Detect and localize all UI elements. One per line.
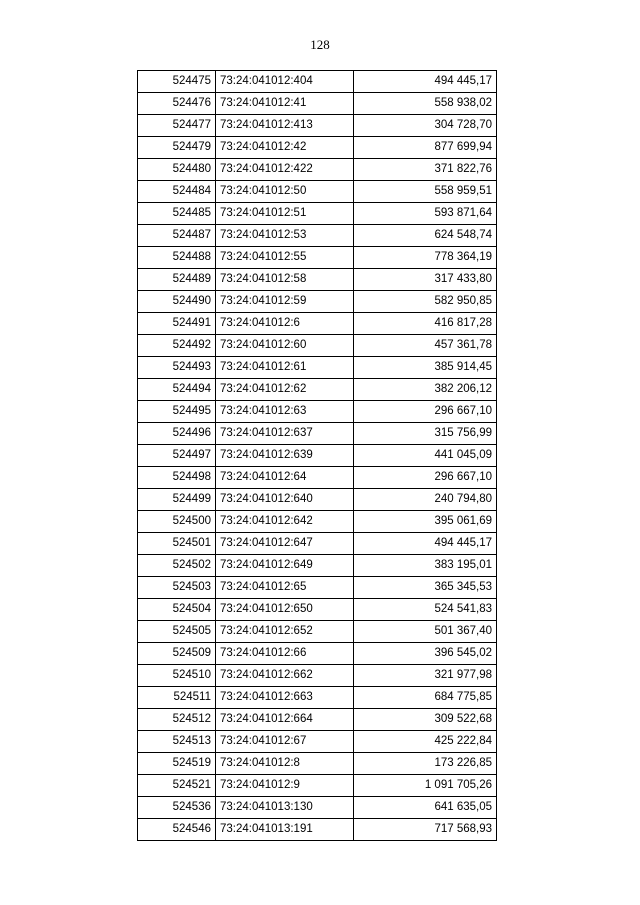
table-row bbox=[138, 313, 497, 335]
row-id-cell: 524500 bbox=[138, 511, 216, 533]
row-id-cell: 524485 bbox=[138, 203, 216, 225]
cadastral-number-cell: 73:24:041012:63 bbox=[216, 401, 354, 423]
cadastral-number-cell: 73:24:041012:652 bbox=[216, 621, 354, 643]
table-row bbox=[138, 665, 497, 687]
table-row bbox=[138, 753, 497, 775]
table-row bbox=[138, 203, 497, 225]
cadastral-value-cell: 396 545,02 bbox=[354, 643, 497, 665]
table-row bbox=[138, 775, 497, 797]
table-row bbox=[138, 819, 497, 841]
table-row bbox=[138, 335, 497, 357]
cadastral-number-cell: 73:24:041012:61 bbox=[216, 357, 354, 379]
cadastral-number-cell: 73:24:041012:663 bbox=[216, 687, 354, 709]
table-row bbox=[138, 555, 497, 577]
row-id-cell: 524496 bbox=[138, 423, 216, 445]
cadastral-value-cell: 494 445,17 bbox=[354, 71, 497, 93]
cadastral-value-cell: 395 061,69 bbox=[354, 511, 497, 533]
row-id-cell: 524475 bbox=[138, 71, 216, 93]
row-id-cell: 524479 bbox=[138, 137, 216, 159]
cadastral-value-cell: 304 728,70 bbox=[354, 115, 497, 137]
cadastral-number-cell: 73:24:041012:8 bbox=[216, 753, 354, 775]
cadastral-number-cell: 73:24:041012:41 bbox=[216, 93, 354, 115]
cadastral-value-cell: 558 959,51 bbox=[354, 181, 497, 203]
cadastral-number-cell: 73:24:041012:64 bbox=[216, 467, 354, 489]
cadastral-value-cell: 371 822,76 bbox=[354, 159, 497, 181]
cadastral-value-cell: 173 226,85 bbox=[354, 753, 497, 775]
cadastral-number-cell: 73:24:041012:51 bbox=[216, 203, 354, 225]
cadastral-number-cell: 73:24:041012:664 bbox=[216, 709, 354, 731]
cadastral-value-cell: 457 361,78 bbox=[354, 335, 497, 357]
cadastral-value-table bbox=[137, 70, 497, 841]
page-number: 128 bbox=[310, 37, 330, 52]
cadastral-number-cell: 73:24:041012:639 bbox=[216, 445, 354, 467]
row-id-cell: 524546 bbox=[138, 819, 216, 841]
table-row bbox=[138, 599, 497, 621]
cadastral-number-cell: 73:24:041012:647 bbox=[216, 533, 354, 555]
cadastral-number-cell: 73:24:041012:62 bbox=[216, 379, 354, 401]
row-id-cell: 524495 bbox=[138, 401, 216, 423]
cadastral-value-cell: 315 756,99 bbox=[354, 423, 497, 445]
cadastral-number-cell: 73:24:041013:130 bbox=[216, 797, 354, 819]
row-id-cell: 524491 bbox=[138, 313, 216, 335]
row-id-cell: 524504 bbox=[138, 599, 216, 621]
table-row bbox=[138, 533, 497, 555]
cadastral-value-cell: 593 871,64 bbox=[354, 203, 497, 225]
cadastral-value-cell: 441 045,09 bbox=[354, 445, 497, 467]
table-row bbox=[138, 709, 497, 731]
cadastral-number-cell: 73:24:041012:50 bbox=[216, 181, 354, 203]
cadastral-number-cell: 73:24:041012:650 bbox=[216, 599, 354, 621]
cadastral-number-cell: 73:24:041012:42 bbox=[216, 137, 354, 159]
cadastral-value-cell: 317 433,80 bbox=[354, 269, 497, 291]
cadastral-number-cell: 73:24:041012:59 bbox=[216, 291, 354, 313]
table-row bbox=[138, 489, 497, 511]
cadastral-value-cell: 524 541,83 bbox=[354, 599, 497, 621]
table-row bbox=[138, 269, 497, 291]
cadastral-number-cell: 73:24:041012:9 bbox=[216, 775, 354, 797]
cadastral-number-cell: 73:24:041012:637 bbox=[216, 423, 354, 445]
row-id-cell: 524492 bbox=[138, 335, 216, 357]
row-id-cell: 524484 bbox=[138, 181, 216, 203]
row-id-cell: 524480 bbox=[138, 159, 216, 181]
table-row bbox=[138, 621, 497, 643]
row-id-cell: 524488 bbox=[138, 247, 216, 269]
row-id-cell: 524519 bbox=[138, 753, 216, 775]
table-row bbox=[138, 511, 497, 533]
table-row bbox=[138, 797, 497, 819]
row-id-cell: 524510 bbox=[138, 665, 216, 687]
cadastral-number-cell: 73:24:041012:649 bbox=[216, 555, 354, 577]
row-id-cell: 524502 bbox=[138, 555, 216, 577]
cadastral-value-cell: 558 938,02 bbox=[354, 93, 497, 115]
cadastral-value-cell: 321 977,98 bbox=[354, 665, 497, 687]
cadastral-value-cell: 365 345,53 bbox=[354, 577, 497, 599]
cadastral-value-cell: 641 635,05 bbox=[354, 797, 497, 819]
cadastral-number-cell: 73:24:041012:662 bbox=[216, 665, 354, 687]
cadastral-number-cell: 73:24:041012:60 bbox=[216, 335, 354, 357]
table-row bbox=[138, 71, 497, 93]
cadastral-number-cell: 73:24:041012:640 bbox=[216, 489, 354, 511]
table-row bbox=[138, 467, 497, 489]
cadastral-number-cell: 73:24:041012:422 bbox=[216, 159, 354, 181]
cadastral-value-cell: 717 568,93 bbox=[354, 819, 497, 841]
row-id-cell: 524476 bbox=[138, 93, 216, 115]
cadastral-value-cell: 296 667,10 bbox=[354, 467, 497, 489]
cadastral-number-cell: 73:24:041012:55 bbox=[216, 247, 354, 269]
cadastral-value-cell: 385 914,45 bbox=[354, 357, 497, 379]
table-row bbox=[138, 247, 497, 269]
row-id-cell: 524490 bbox=[138, 291, 216, 313]
cadastral-value-cell: 778 364,19 bbox=[354, 247, 497, 269]
cadastral-value-cell: 296 667,10 bbox=[354, 401, 497, 423]
cadastral-value-cell: 684 775,85 bbox=[354, 687, 497, 709]
cadastral-number-cell: 73:24:041012:66 bbox=[216, 643, 354, 665]
table-row bbox=[138, 357, 497, 379]
row-id-cell: 524501 bbox=[138, 533, 216, 555]
table-row bbox=[138, 93, 497, 115]
row-id-cell: 524511 bbox=[138, 687, 216, 709]
table-row bbox=[138, 577, 497, 599]
row-id-cell: 524498 bbox=[138, 467, 216, 489]
row-id-cell: 524487 bbox=[138, 225, 216, 247]
cadastral-number-cell: 73:24:041012:404 bbox=[216, 71, 354, 93]
cadastral-number-cell: 73:24:041012:642 bbox=[216, 511, 354, 533]
cadastral-number-cell: 73:24:041012:6 bbox=[216, 313, 354, 335]
table-row bbox=[138, 401, 497, 423]
row-id-cell: 524499 bbox=[138, 489, 216, 511]
row-id-cell: 524493 bbox=[138, 357, 216, 379]
cadastral-value-cell: 501 367,40 bbox=[354, 621, 497, 643]
row-id-cell: 524505 bbox=[138, 621, 216, 643]
table-row bbox=[138, 137, 497, 159]
cadastral-number-cell: 73:24:041012:67 bbox=[216, 731, 354, 753]
table-row bbox=[138, 687, 497, 709]
row-id-cell: 524503 bbox=[138, 577, 216, 599]
cadastral-value-cell: 425 222,84 bbox=[354, 731, 497, 753]
cadastral-value-cell: 877 699,94 bbox=[354, 137, 497, 159]
cadastral-value-cell: 624 548,74 bbox=[354, 225, 497, 247]
row-id-cell: 524521 bbox=[138, 775, 216, 797]
table-row bbox=[138, 731, 497, 753]
cadastral-value-cell: 582 950,85 bbox=[354, 291, 497, 313]
table-row bbox=[138, 159, 497, 181]
table-body bbox=[138, 71, 497, 841]
cadastral-value-cell: 494 445,17 bbox=[354, 533, 497, 555]
table-row bbox=[138, 643, 497, 665]
row-id-cell: 524489 bbox=[138, 269, 216, 291]
cadastral-value-cell: 383 195,01 bbox=[354, 555, 497, 577]
row-id-cell: 524513 bbox=[138, 731, 216, 753]
row-id-cell: 524497 bbox=[138, 445, 216, 467]
row-id-cell: 524509 bbox=[138, 643, 216, 665]
table-row bbox=[138, 423, 497, 445]
row-id-cell: 524494 bbox=[138, 379, 216, 401]
table-row bbox=[138, 181, 497, 203]
cadastral-number-cell: 73:24:041012:413 bbox=[216, 115, 354, 137]
cadastral-value-cell: 240 794,80 bbox=[354, 489, 497, 511]
cadastral-number-cell: 73:24:041013:191 bbox=[216, 819, 354, 841]
table-row bbox=[138, 379, 497, 401]
cadastral-value-cell: 309 522,68 bbox=[354, 709, 497, 731]
row-id-cell: 524536 bbox=[138, 797, 216, 819]
cadastral-value-cell: 1 091 705,26 bbox=[354, 775, 497, 797]
cadastral-number-cell: 73:24:041012:53 bbox=[216, 225, 354, 247]
cadastral-number-cell: 73:24:041012:58 bbox=[216, 269, 354, 291]
row-id-cell: 524512 bbox=[138, 709, 216, 731]
cadastral-value-cell: 382 206,12 bbox=[354, 379, 497, 401]
cadastral-value-cell: 416 817,28 bbox=[354, 313, 497, 335]
table-row bbox=[138, 291, 497, 313]
table-row bbox=[138, 115, 497, 137]
table-row bbox=[138, 225, 497, 247]
table-row bbox=[138, 445, 497, 467]
row-id-cell: 524477 bbox=[138, 115, 216, 137]
cadastral-number-cell: 73:24:041012:65 bbox=[216, 577, 354, 599]
